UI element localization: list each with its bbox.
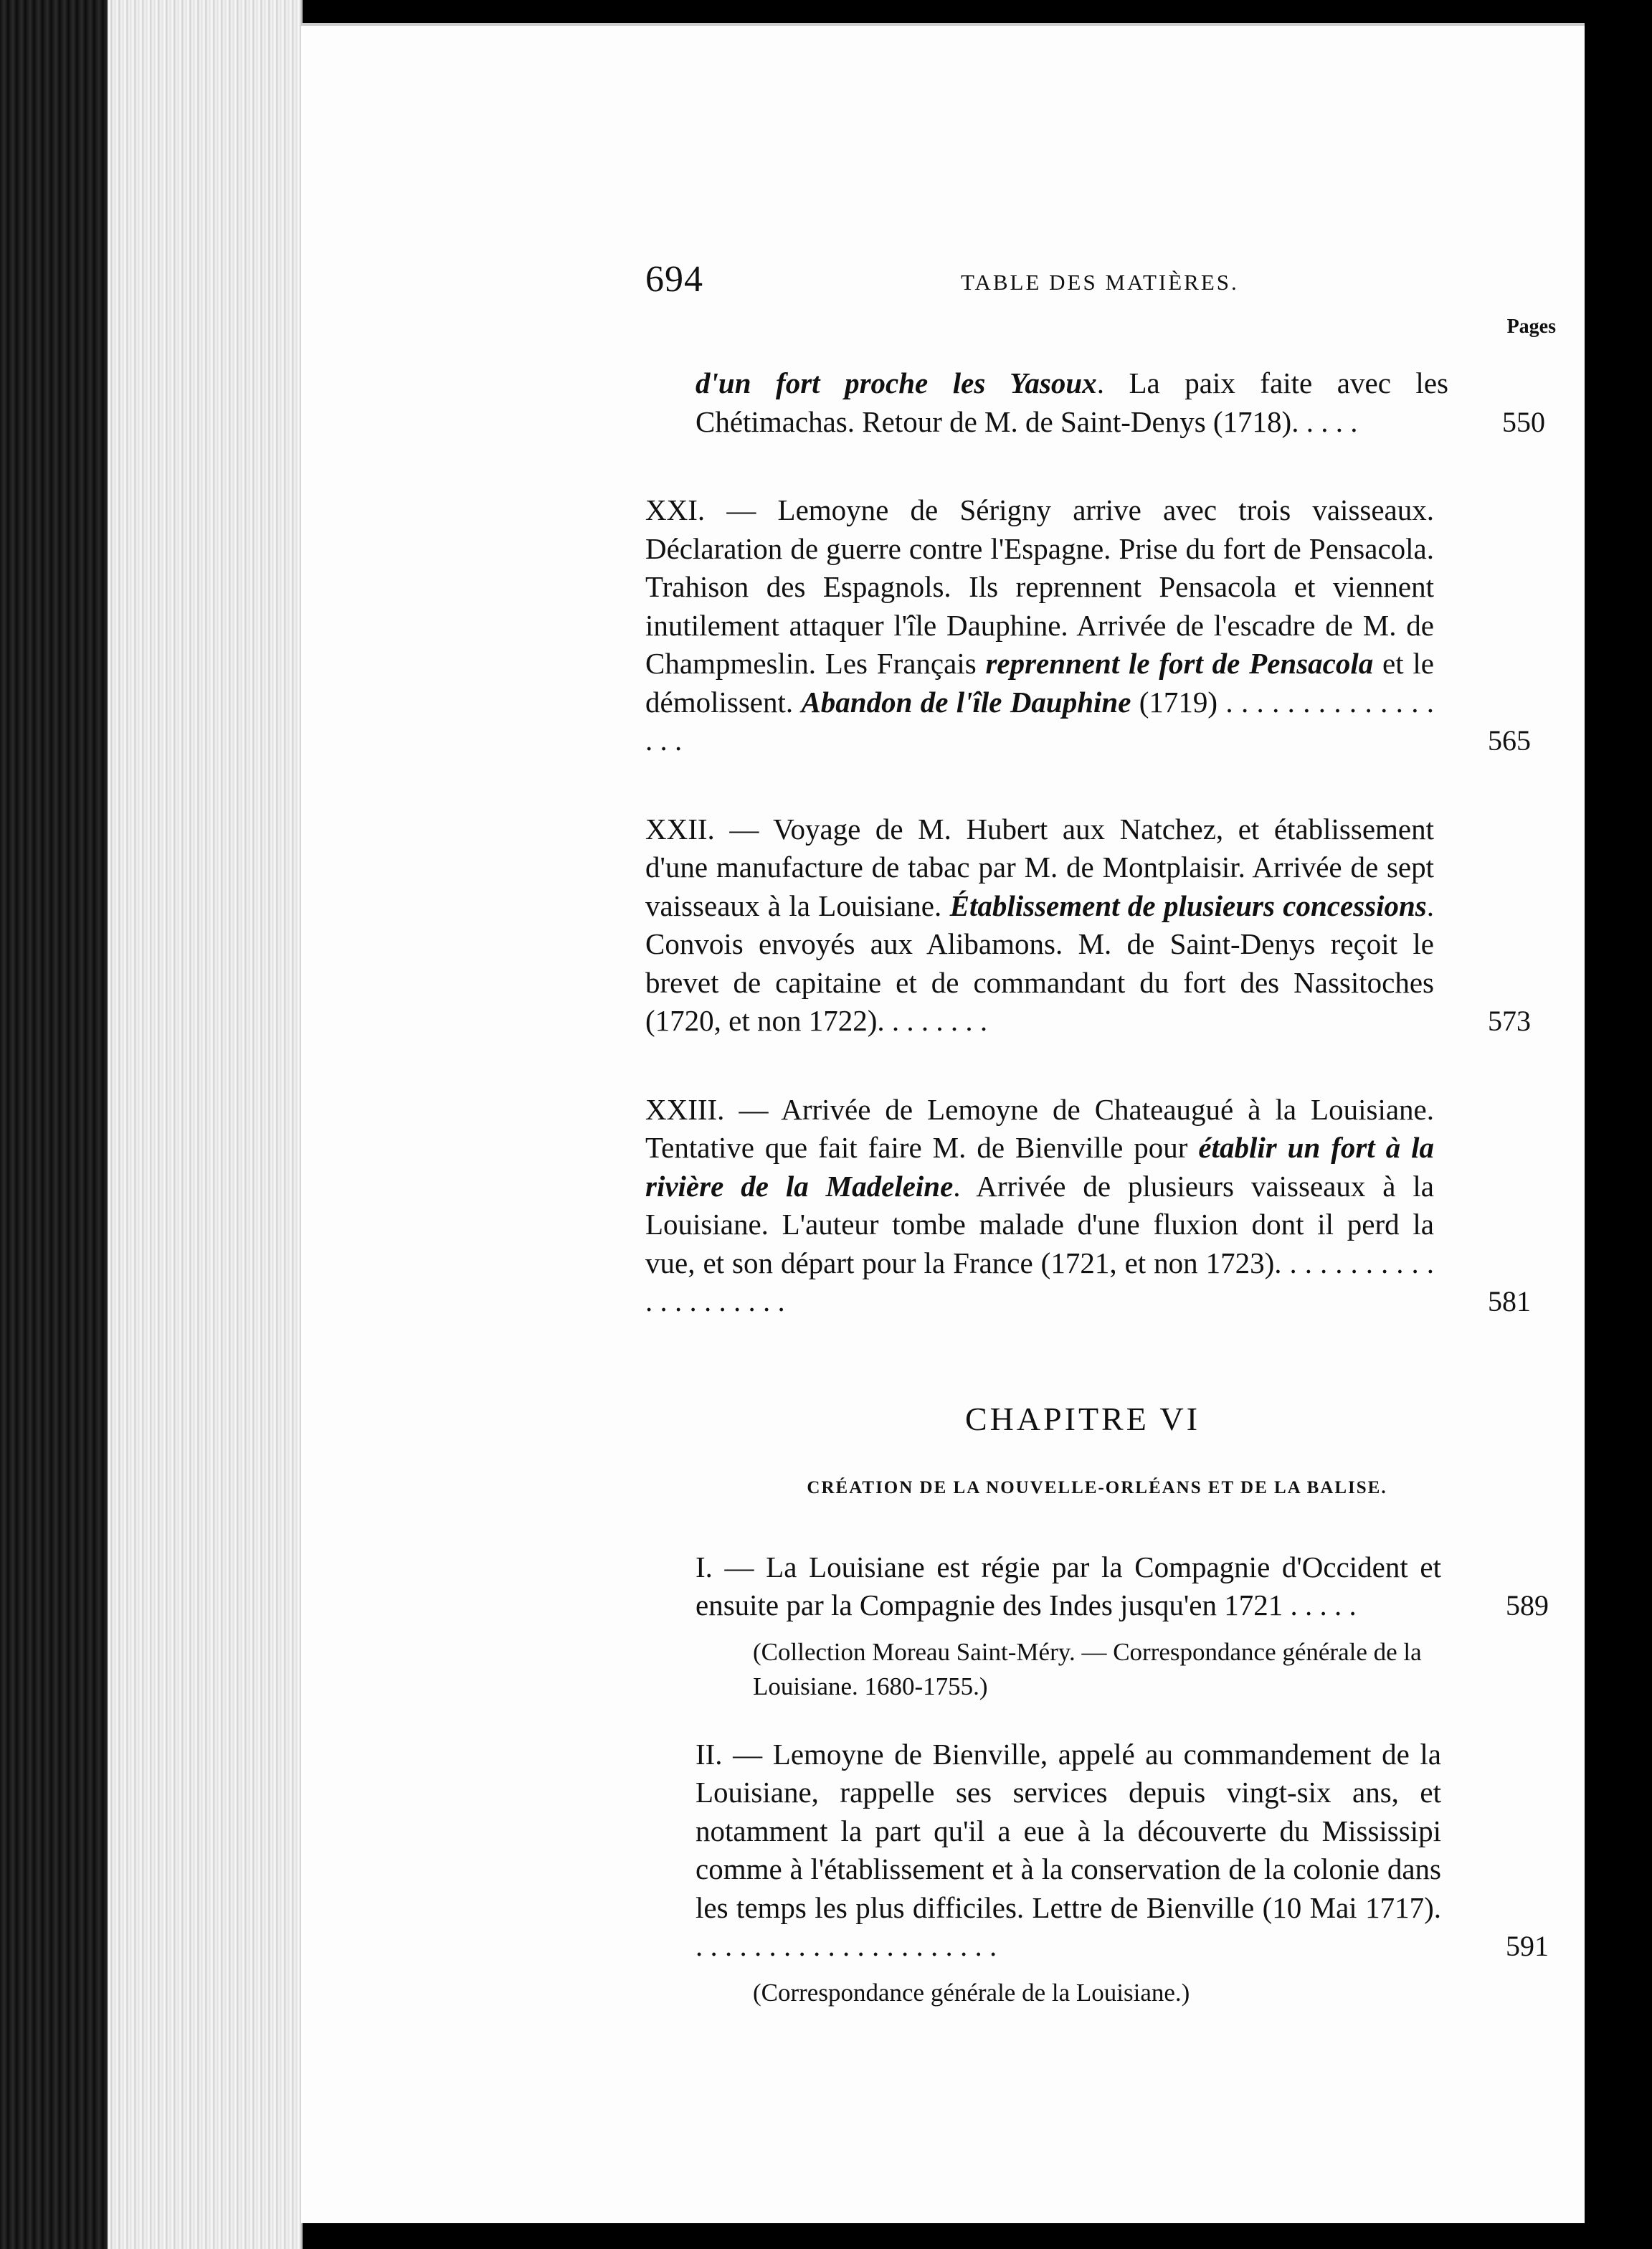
entry-text: Lemoyne de Sérigny arrive avec trois vaisseaux. Déclaration de guerre contre l'Espagne. Prise du fort de Pensacola. Trahison des Espagnols. Ils reprennent Pensacola et viennent inutilement attaquer l'île Dauphine. Arrivée de l'escadre de M. de Champmeslin. Les Français (645, 493, 1435, 680)
chapter-entry-ii (645, 1736, 1549, 1966)
entry-text: . La paix faite avec les Chétimachas. Retour de M. de Saint-Denys (1718). . . . . (696, 366, 1448, 438)
entry-page-number: 565 (1488, 724, 1531, 757)
entry-italic-text: établir un fort à la rivière de la Madeleine (645, 1131, 1434, 1203)
toc-entry-cont (645, 364, 1545, 441)
entry-text: Arrivée de Lemoyne de Chateaugué à la Louisiane. Tentative que fait faire M. de Bienville pour (645, 1092, 1434, 1164)
pages-column-label: Pages (1506, 316, 1556, 338)
entry-source-note: (Collection Moreau Saint-Méry. — Correspondance générale de la Louisiane. 1680-1755.) (753, 1637, 1422, 1700)
chapter-subtitle: CRÉATION DE LA NOUVELLE-ORLÉANS ET DE LA BALISE. (807, 1477, 1387, 1497)
entry-number: XXI. — (645, 493, 756, 526)
book-spine-shadow (0, 0, 108, 2249)
entry-number: II. — (696, 1737, 763, 1771)
entry-italic-text: reprennent le fort de Pensacola (985, 647, 1374, 680)
toc-entries (645, 364, 1570, 1321)
entry-italic-text: Établissement de plusieurs concessions (949, 889, 1427, 922)
entry-text: . Convois envoyés aux Alibamons. M. de Saint-Denys reçoit le brevet de capitaine et de commandant du fort des Nassitoches (1720, et non 1722). . . . . . . . (645, 889, 1434, 1037)
chapter-entries (645, 1548, 1570, 2010)
toc-content (645, 258, 1570, 2010)
entry-text: (1719) . . . . . . . . . . . . . . . . . (645, 685, 1435, 757)
page-number: 694 (645, 259, 703, 300)
page-edges (108, 0, 303, 2249)
entry-italic-text: d'un fort proche les Yasoux (696, 366, 1097, 399)
entry-text: La Louisiane est régie par la Compagnie d'Occident et ensuite par la Compagnie des Indes jusqu'en 1721 . . . . . (696, 1550, 1441, 1621)
entry-page-number: 591 (1506, 1930, 1549, 1962)
entry-text: Lemoyne de Bienville, appelé au commandement de la Louisiane, rappelle ses services depuis vingt-six ans, et notamment la part qu'il a eue à la découverte du Mississipi comme à l'établissement et à la conservation de la colonie dans les temps les plus difficiles. Lettre de Bienville (10 Mai 1717). . . . . . . . . . . . . . . . . . . . . . (696, 1737, 1441, 1962)
entry-text: . Arrivée de plusieurs vaisseaux à la Louisiane. L'auteur tombe malade d'une fluxion dont il perd la vue, et son départ pour la France (1721, et non 1723). . . . . . . . . . . . . . . . . . . . . (645, 1169, 1434, 1317)
entry-text: Voyage de M. Hubert aux Natchez, et établissement d'une manufacture de tabac par M. de Montplaisir. Arrivée de sept vaisseaux à la Louisiane. (645, 812, 1435, 922)
entry-page-number: 573 (1488, 1005, 1531, 1037)
entry-number: I. — (696, 1550, 754, 1583)
toc-entry-xxi (645, 491, 1531, 760)
entry-text: et le démolissent. (645, 647, 1434, 719)
chapter-title: CHAPITRE VI (964, 1400, 1201, 1437)
running-title: TABLE DES MATIÈRES. (961, 270, 1239, 295)
entry-source-note: (Correspondance générale de la Louisiane.) (753, 1978, 1190, 2007)
entry-italic-text: Abandon de l'île Dauphine (801, 685, 1131, 719)
entry-page-number: 581 (1488, 1285, 1531, 1317)
entry-page-number: 589 (1506, 1589, 1549, 1621)
toc-entry-xxii (645, 810, 1531, 1041)
toc-entry-xxiii (645, 1091, 1531, 1321)
entry-number: XXII. — (645, 812, 759, 846)
chapter-entry-i (645, 1548, 1549, 1625)
scan-border (1585, 0, 1652, 2249)
entry-number: XXIII. — (645, 1092, 769, 1126)
entry-page-number: 550 (1502, 405, 1545, 438)
running-head (645, 258, 1570, 338)
